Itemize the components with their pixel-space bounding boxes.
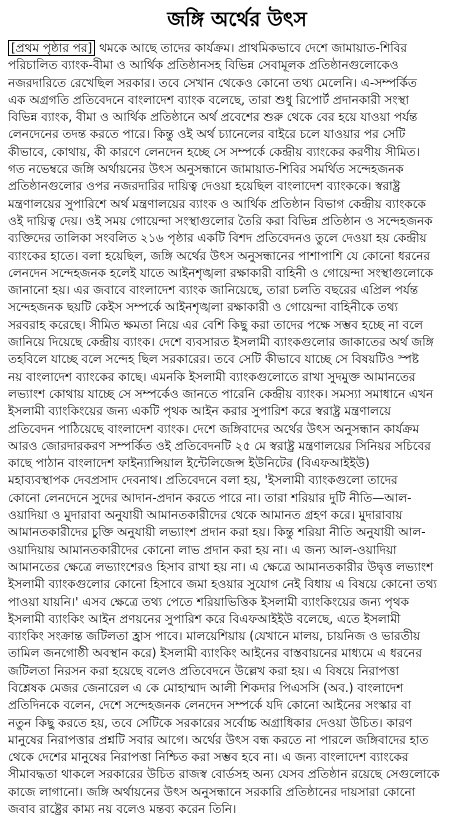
article-line: এক অগ্রগতি প্রতিবেদনে বাংলাদেশ ব্যাংক বলেছে, তারা শুধু রিপোর্ট প্রদানকারী সংস্থা <box>8 92 410 107</box>
article-line: বিশ্লেষক মেজর জেনারেল এ কে মোহাম্মাদ আলী শিকদার পিএসসি (অব.) বাংলাদেশ <box>8 680 404 695</box>
article-line: পরিচালিত ব্যাংক-বীমা ও আর্থিক প্রতিষ্ঠানসহ বিভিন্ন সেবামূলক প্রতিষ্ঠানগুলোকেও <box>8 58 399 73</box>
article-line: ব্যক্তিদের তালিকা সংবলিত ২১৬ পৃষ্ঠার একটি বিশদ প্রতিবেদনও তুলে দেওয়া হয় কেন্দ্রীয় <box>8 231 427 246</box>
article-line: সীমাবদ্ধতা থাকলে সরকারের উচিত রাজস্ব বোর্ডসহ অন্য যেসব প্রতিষ্ঠান রয়েছে সেগুলোকে <box>8 767 440 782</box>
article-line: কাছে পাঠান বাংলাদেশ ফাইন্যান্সিয়াল ইন্টেলিজেন্স ইউনিটের (বিএফআইইউ) <box>8 456 370 471</box>
article-line: গত নভেম্বরে জঙ্গি অর্থায়নের উৎস অনুসন্ধানে জামায়াত-শিবির সমর্থিত সন্দেহজনক <box>8 162 404 177</box>
article-line: তামিল জনগোষ্ঠী অবস্থান করে) ইসলামী ব্যাংকিং আইনের বাস্তবায়নের মাধ্যমে এ ধরনের <box>8 646 422 661</box>
article-line: পাওয়া যায়নি।' এসব ক্ষেত্রে তথ্য পেতে শরিয়াভিত্তিক ইসলামী ব্যাংকিংয়ের জন্য পৃথক <box>8 594 409 609</box>
article-line: আমানতকারীদের চুক্তি অনুযায়ী লভ্যাংশ প্রদান করা হয়। কিন্তু শরিয়া নীতি অনুযায়ী আল- <box>8 525 426 540</box>
article-line <box>8 40 466 57</box>
continued-tag: [প্রথম পৃষ্ঠার পর] <box>8 40 95 56</box>
article-line: ওয়াদিয়া ও মুদারাবা অনুযায়ী আমানতকারীদের থেকে আমানত গ্রহণ করে। মুদারাবায় <box>8 508 403 523</box>
article-line: বিভিন্ন ব্যাংক, বীমা ও আর্থিক প্রতিষ্ঠানে অর্থ প্রবেশের শুরু থেকে বের হয়ে যাওয়া পর্যন্ত <box>8 110 418 125</box>
article-line: মন্ত্রণালয়ের সুপারিশে অর্থ মন্ত্রণালয়ের ব্যাংক ও আর্থিক প্রতিষ্ঠান বিভাগ কেন্দ্রীয় ব্যাংককে <box>8 196 426 211</box>
article-line: সন্দেহজনক ছয়টি কেইস সম্পর্কে আইনশৃঙ্খলা রক্ষাকারী ও গোয়েন্দা বাহিনীকে তথ্য <box>8 300 399 315</box>
article-line: ইসলামী ব্যাংকগুলোর কোনো হিসাবে জমা হওয়ার সুযোগ নেই বিধায় এ বিষয়ে কোনো তথ্য <box>8 577 438 592</box>
article-line: জানিয়ে দিয়েছে কেন্দ্রীয় ব্যাংক। দেশে ব্যবসারত ইসলামী ব্যাংকগুলোর জাকাতের অর্থ জঙ্গি <box>8 335 434 350</box>
article-line: ব্যাংকিং সংক্রান্ত জটিলতা হ্রাস পাবে। মালয়েশিয়ায় (যেখানে মালয়, চায়নিজ ও ভারতীয় <box>8 629 421 644</box>
article-line: তহবিলে যাচ্ছে বলে সন্দেহ ছিল সরকারের। তবে সেটি কীভাবে যাচ্ছে সে বিষয়টিও স্পষ্ট <box>8 352 419 367</box>
article-line: লভ্যাংশ কোথায় যাচ্ছে সে সম্পর্কেও জানতে পারেনি কেন্দ্রীয় ব্যাংক। সমস্যা সমাধানে এখন <box>8 386 434 401</box>
article-line: নতুন কিছু করতে হয়, তবে সেটিকে সরকারের সর্বোচ্চ অগ্রাধিকার দেওয়া উচিত। কারণ <box>8 715 413 730</box>
article-line: ওই দায়িত্ব দেয়। ওই সময় গোয়েন্দা সংস্থাগুলোর তৈরি করা বিভিন্ন প্রতিষ্ঠান ও সন্দেহজনক <box>8 213 433 228</box>
article-headline: জঙ্গি অর্থের উৎস <box>167 7 307 31</box>
article-line: ইসলামী ব্যাংকিং আইন প্রণয়নের সুপারিশ করে বিএফআইইউ বলেছে, এতে ইসলামী <box>8 611 401 626</box>
article-line: কোনো লেনদেনে সুদের আদান-প্রদান করতে পারে না। তারা শরিয়ার দুটি নীতি—আল- <box>8 490 412 505</box>
article-body <box>8 40 466 818</box>
article-line: প্রতিদিনকে বলেন, দেশে সন্দেহজনক লেনদেন সম্পর্কে যদি কোনো আইনের সংস্কার বা <box>8 698 412 713</box>
article-line: ব্যাংকের হাতে। বলা হয়েছিল, জঙ্গি অর্থের উৎস অনুসন্ধানের পাশাপাশি যে কোনো ধরনের <box>8 248 430 263</box>
article-line: প্রতিষ্ঠানগুলোর ওপর নজরদারির দায়িত্ব দেওয়া হয়েছিল বাংলাদেশ ব্যাংককে। স্বরাষ্ট্র <box>8 179 401 194</box>
article-line: জবাব রাষ্ট্রের কাম্য নয় বলেও মন্তব্য করেন তিনি। <box>8 802 237 817</box>
article-line: থেকে দেশের মানুষের নিরাপত্তা নিশ্চিত করা সম্ভব হবে না। এ জন্য বাংলাদেশ ব্যাংকের <box>8 750 409 765</box>
article-line: জানানো হয়। এর জবাবে বাংলাদেশ ব্যাংক জানিয়েছে, তারা চলতি বছরের এপ্রিল পর্যন্ত <box>8 283 419 298</box>
article-line: প্রতিবেদন পাঠিয়েছে বাংলাদেশ ব্যাংক। দেশে জঙ্গিবাদের অর্থের উৎস অনুসন্ধান কার্যক্রম <box>8 421 420 436</box>
article-line: লেনদেনের তদন্ত করতে পারে। কিন্তু ওই অর্থ চ্যানেলের বাইরে চলে যাওয়ার পর সেটি <box>8 127 406 142</box>
article-line: আরও জোরদারকরণ সম্পর্কিত ওই প্রতিবেদনটি ২৫ মে স্বরাষ্ট্র মন্ত্রণালয়ের সিনিয়র সচিবের <box>8 438 431 453</box>
article-line: মহাব্যবস্থাপক দেবপ্রসাদ দেবনাথ। প্রতিবেদনে বলা হয়, 'ইসলামী ব্যাংকগুলো তাদের <box>8 473 398 488</box>
article-line: মানুষের নিরাপত্তার প্রশ্নটি সবার আগে। অর্থের উৎস বন্ধ করতে না পারলে জঙ্গিবাদের হাত <box>8 732 429 747</box>
article-line: ইসলামী ব্যাংকিংয়ের জন্য একটি পৃথক আইন করার সুপারিশ করে স্বরাষ্ট্র মন্ত্রণালয়ে <box>8 404 391 419</box>
article-line: কাজে লাগানো। জঙ্গি অর্থায়নের উৎস অনুসন্ধানে সরকারি প্রতিষ্ঠানের দায়সারা কোনো <box>8 784 416 799</box>
article-line: নয় বাংলাদেশ ব্যাংকের কাছে। এমনকি ইসলামী ব্যাংকগুলোতে রাখা সুদমুক্ত আমানতের <box>8 369 416 384</box>
article-line: সরবরাহ করেছে। সীমিত ক্ষমতা নিয়ে এর বেশি কিছু করা তাদের পক্ষে সম্ভব হচ্ছে না বলে <box>8 317 423 332</box>
article-line: নজরদারিতে রেখেছিল সরকার। তবে সেখান থেকেও কোনো তথ্য মেলেনি। এ-সম্পর্কিত <box>8 75 417 90</box>
article-line-text: থমকে আছে তাদের কার্যক্রম। প্রাথমিকভাবে দেশে জামায়াত-শিবির <box>99 41 408 55</box>
article-line: লেনদেন সন্দেহজনক হলেই যাতে আইনশৃঙ্খলা রক্ষাকারী বাহিনী ও গোয়েন্দা সংস্থাগুলোকে <box>8 265 434 280</box>
article-line: কীভাবে, কোথায়, কী কারণে লেনদেন হচ্ছে সে সম্পর্কে কেন্দ্রীয় ব্যাংকের করণীয় সীমিত। <box>8 144 420 159</box>
article-line: জটিলতা নিরসন করা হয়েছে বলেও প্রতিবেদনে উল্লেখ করা হয়। এ বিষয়ে নিরাপত্তা <box>8 663 399 678</box>
article-line: ওয়াদিয়ায় আমানতকারীদের কোনো লাভ প্রদান করা হয় না। এ জন্য আল-ওয়াদিয়া <box>8 542 397 557</box>
article-line: আমানতের ক্ষেত্রে লভ্যাংশেরও হিসাব রাখা হয় না। এ ক্ষেত্রে আমানতকারীর উদ্বৃত্ত লভ্যাংশ <box>8 559 434 574</box>
